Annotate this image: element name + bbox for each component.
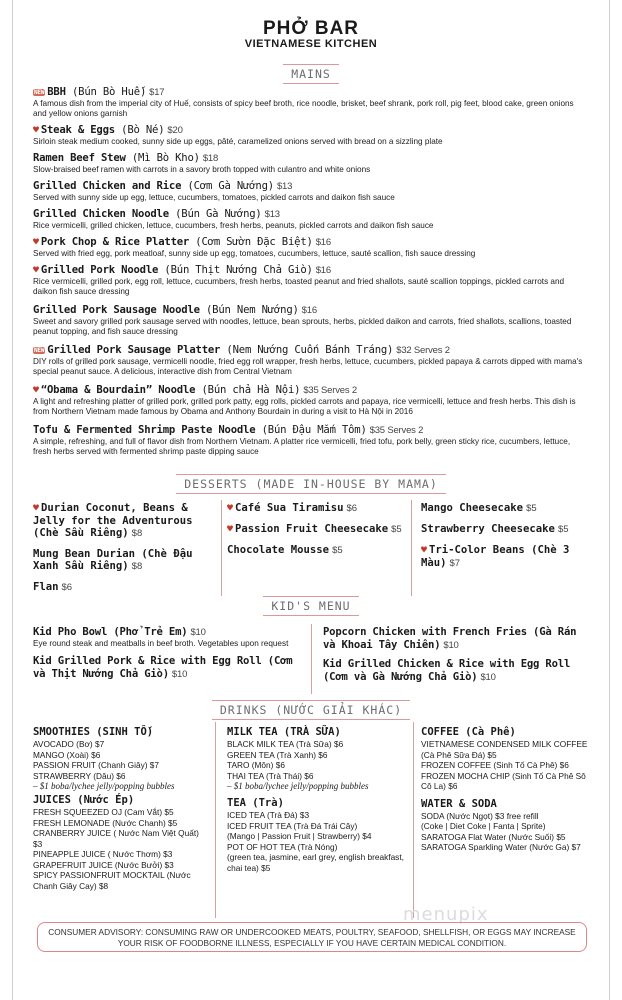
dessert-item <box>33 581 213 594</box>
drink-line: (Mango | Passion Fruit | Strawberry) $4 <box>227 831 372 841</box>
kids-item <box>323 658 593 684</box>
kids-right-column <box>323 626 593 690</box>
heart-icon: ♥ <box>421 545 428 556</box>
item-title: Grilled Pork Sausage Noodle <box>33 304 200 316</box>
dessert-name: Tri-Color Beans (Chè 3 Màu) <box>421 544 570 569</box>
item-name <box>33 180 589 193</box>
dessert-name: Mango Cheesecake <box>421 502 524 514</box>
menu-item <box>33 180 589 203</box>
item-description: Slow-braised beef ramen with carrots in a savory broth topped with culantro and white onions <box>33 165 371 174</box>
milktea-heading: MILK TEA (TRÀ SỮA) <box>227 726 341 738</box>
item-name <box>33 264 589 277</box>
item-name <box>33 236 589 249</box>
item-viet-name: (Bún Nem Nướng) <box>206 304 299 316</box>
item-name <box>33 152 589 165</box>
drinks-heading: DRINKS (NƯỚC GIẢI KHÁC) <box>13 700 609 720</box>
item-name <box>33 208 589 221</box>
item-description: A simple, refreshing, and full of flavor dish from Northern Vietnam. A platter rice vermicelli, fried tofu, pork belly, green sticky rice, cucumbers, lettuce, fresh herbs served with fermented shrimp paste dipping sauce <box>33 437 571 457</box>
dessert-price: $6 <box>346 503 358 514</box>
item-viet-name: (Bún Đậu Mắm Tôm) <box>261 424 367 436</box>
menu-item <box>33 208 589 231</box>
item-name <box>33 344 589 357</box>
dessert-name: Passion Fruit Cheesecake <box>235 523 389 535</box>
drink-line: SARATOGA Sparkling Water (Nước Ga) $7 <box>421 842 581 852</box>
juices-heading: JUICES (Nước Ép) <box>33 794 135 806</box>
dessert-price: $5 <box>332 545 343 556</box>
item-description: Rice vermicelli, grilled pork, egg roll, lettuce, cucumbers, fresh herbs, toasted peanut and fried shallots, sauté scallion toppings, pickled carrots and daikon fish sauce dressing <box>33 277 565 297</box>
kids-item-price: $10 <box>480 672 496 683</box>
drink-line: FROZEN COFFEE (Sinh Tố Cà Phê) $6 <box>421 760 569 770</box>
menu-item <box>33 236 589 259</box>
new-badge-icon: NEW <box>34 346 45 354</box>
item-name <box>33 384 589 397</box>
drink-line: PINEAPPLE JUICE ( Nước Thơm) $3 <box>33 849 173 859</box>
smoothies-list <box>33 739 209 781</box>
heart-icon: ♥ <box>33 503 40 514</box>
dessert-price: $5 <box>557 524 569 535</box>
dessert-price: $5 <box>526 503 537 514</box>
dessert-price: $5 <box>391 524 402 535</box>
drink-line: PASSION FRUIT (Chanh Giây) $7 <box>33 760 160 770</box>
dessert-price: $6 <box>61 582 73 593</box>
item-viet-name: (Bún Gà Nướng) <box>175 208 262 220</box>
item-price: $16 <box>315 265 331 276</box>
water-heading: WATER & SODA <box>421 797 497 810</box>
coffee-list <box>421 739 593 792</box>
drink-line: POT OF HOT TEA (Trà Nóng) <box>227 841 338 852</box>
drink-line: VIETNAMESE CONDENSED MILK COFFEE (Cà Phê Sữa Đá) $5 <box>421 739 588 760</box>
dessert-name: Mung Bean Durian (Chè Đậu Xanh Sầu Riêng) <box>33 548 193 572</box>
heart-icon: ♥ <box>33 237 39 248</box>
drink-line: FRESH SQUEEZED OJ (Cam Vắt) $5 <box>33 807 174 817</box>
item-title: “Obama & Bourdain” Noodle <box>40 384 196 396</box>
tea-list <box>227 810 407 873</box>
dessert-item <box>421 502 593 515</box>
item-description: Served with fried egg, pork meatloaf, sunny side up egg, tomatoes, cucumbers, lettuce, sauté scallion, fish sauce dressing <box>33 249 476 258</box>
dessert-price: $8 <box>131 561 143 572</box>
item-name <box>33 86 589 99</box>
heart-icon: ♥ <box>227 524 234 535</box>
item-price: $17 <box>149 87 165 98</box>
heart-icon: ♥ <box>33 125 39 136</box>
item-price: $35 Serves 2 <box>303 385 357 396</box>
divider <box>221 500 222 596</box>
drinks-column-2 <box>227 726 407 873</box>
dessert-item <box>227 523 407 536</box>
coffee-heading: COFFEE (Cà Phê) <box>421 726 516 738</box>
item-price: $16 <box>301 305 317 316</box>
desserts-column-1 <box>33 502 213 602</box>
milktea-note: – $1 boba/lychee jelly/popping bubbles <box>227 781 369 791</box>
divider <box>411 500 412 596</box>
item-price: $20 <box>167 125 183 136</box>
dessert-name: Durian Coconut, Beans & Jelly for the Adventurous (Chè Sầu Riêng) <box>33 502 193 539</box>
divider <box>215 722 216 918</box>
item-title: BBH <box>47 86 66 98</box>
kids-left-column <box>33 626 305 687</box>
kids-item-title: Kid Grilled Pork & Rice with Egg Roll (Cơm và Thịt Nướng Chả Giò) <box>33 655 293 681</box>
item-name <box>33 124 589 137</box>
menu-item <box>33 264 589 297</box>
heart-icon: ♥ <box>227 503 234 514</box>
item-price: $35 Serves 2 <box>369 425 424 436</box>
item-title: Grilled Chicken Noodle <box>33 208 169 220</box>
dessert-name: Flan <box>33 581 59 593</box>
drink-line: GRAPEFRUIT JUICE (Nước Bưởi) $3 <box>33 859 174 870</box>
milktea-list <box>227 739 407 781</box>
dessert-item <box>227 502 407 515</box>
drink-line: THAI TEA (Trà Thái) $6 <box>227 770 314 781</box>
kids-item-title: Popcorn Chicken with French Fries (Gà Rán và Khoai Tây Chiên) <box>323 626 577 651</box>
dessert-price: $7 <box>449 558 461 569</box>
item-viet-name: (Cơm Sườn Đặc Biệt) <box>195 236 313 248</box>
kids-item <box>323 626 593 652</box>
kids-item-price: $10 <box>171 669 188 681</box>
drink-line: ICED FRUIT TEA (Trà Đá Trái Cây) <box>227 820 358 831</box>
dessert-item <box>421 544 593 570</box>
divider <box>413 722 414 918</box>
item-title: Grilled Chicken and Rice <box>33 180 182 192</box>
item-price: $18 <box>202 153 219 164</box>
desserts-column-3 <box>421 502 593 578</box>
menu-item <box>33 304 589 337</box>
item-price: $32 Serves 2 <box>396 345 450 356</box>
item-viet-name: (Bún chả Hà Nội) <box>201 384 301 396</box>
menu-item <box>33 152 589 175</box>
drink-line: GREEN TEA (Trà Xanh) $6 <box>227 749 328 760</box>
item-title: Ramen Beef Stew <box>33 152 126 164</box>
dessert-name: Café Sua Tiramisu <box>235 502 344 514</box>
drink-line: MANGO (Xoài) $6 <box>33 749 101 760</box>
item-price: $13 <box>276 181 293 192</box>
item-title: Grilled Pork Noodle <box>40 264 159 276</box>
menu-item <box>33 344 589 377</box>
drink-line: SODA (Nước Ngọt) $3 free refill <box>421 810 539 821</box>
item-description: Served with sunny side up egg, lettuce, cucumbers, tomatoes, pickled carrots and daikon fish sauce <box>33 193 395 202</box>
kids-item-description: Eye round steak and meatballs in beef broth. Vegetables upon request <box>33 639 289 648</box>
item-title: Tofu & Fermented Shrimp Paste Noodle <box>33 424 256 436</box>
drink-line: FRESH LEMONADE (Nước Chanh) $5 <box>33 817 178 828</box>
dessert-item <box>33 502 213 540</box>
item-name <box>33 424 589 437</box>
item-viet-name: (Nem Nướng Cuốn Bánh Tráng) <box>226 344 394 356</box>
item-description: Sweet and savory grilled pork sausage served with noodles, lettuce, bean sprouts, herbs, pickled daikon and carrots, fried shallots, scallions, toasted peanut topping, and fish sauce dressing <box>33 317 572 337</box>
item-title: Steak & Eggs <box>40 124 115 136</box>
item-price: $16 <box>315 237 331 248</box>
drink-line: TARO (Môn) $6 <box>227 760 285 770</box>
item-viet-name: (Cơm Gà Nướng) <box>187 180 274 192</box>
drinks-column-1 <box>33 726 209 891</box>
menu-item <box>33 384 589 417</box>
dessert-item <box>421 523 593 536</box>
mains-heading: MAINS <box>13 64 609 84</box>
kids-item-name <box>33 626 305 639</box>
item-price: $13 <box>264 209 280 220</box>
heart-icon: ♥ <box>33 265 39 276</box>
watermark: menupix <box>403 904 489 925</box>
kids-item <box>33 655 305 681</box>
drink-line: AVOCADO (Bơ) $7 <box>33 739 105 749</box>
drink-line: (green tea, jasmine, earl grey, english breakfast, chai tea) $5 <box>227 852 404 873</box>
drinks-column-3 <box>421 726 593 853</box>
new-badge-icon: NEW <box>34 88 45 96</box>
item-description: DIY rolls of grilled pork sausage, vermicelli noodle, fried egg roll wrapper, fresh herbs, lettuce, cucumbers, pickled papaya & carrots dipped with mama's special peanut sauce. A delicious, interactive dish from Central Vietnam <box>33 357 583 377</box>
desserts-column-2 <box>227 502 407 565</box>
item-description: A light and refreshing platter of grilled pork, grilled pork patty, egg rolls, pickled carrots and papaya, rice vermicelli, lettuce and fresh herbs. This dish is from Northern Vietnam made famous by Obama and Anthony Bourdain in during a visit to Hà Nội in 2016 <box>33 397 576 417</box>
juices-list <box>33 807 209 891</box>
divider <box>311 624 312 694</box>
drink-line: (Coke | Diet Coke | Fanta | Sprite) <box>421 821 546 831</box>
drink-line: SPICY PASSIONFRUIT MOCKTAIL (Nước Chanh Giây Cay) $8 <box>33 870 191 891</box>
item-description: Sirloin steak medium cooked, sunny side up eggs, pâté, caramelized onions served with bread on a sizzling plate <box>33 137 443 146</box>
drink-line: STRAWBERRY (Dâu) $6 <box>33 770 126 781</box>
kids-item <box>33 626 305 649</box>
smoothies-heading: SMOOTHIES (SINH TỐ) <box>33 726 154 738</box>
desserts-heading: DESSERTS (MADE IN-HOUSE BY MAMA) <box>13 474 609 494</box>
item-viet-name: (Bún Bò Huế) <box>71 86 147 98</box>
item-name <box>33 304 589 317</box>
dessert-price: $8 <box>131 528 143 539</box>
menu-page <box>12 0 610 1000</box>
kids-item-name <box>33 655 305 681</box>
item-viet-name: (Bún Thịt Nướng Chả Giò) <box>164 264 313 276</box>
item-viet-name: (Mì Bò Kho) <box>131 152 200 164</box>
smoothies-note: – $1 boba/lychee jelly/popping bubbles <box>33 781 175 791</box>
drink-line: FROZEN MOCHA CHIP (Sinh Tố Cà Phê Sô Cô La) $6 <box>421 770 586 791</box>
drink-line: SARATOGA Flat Water (Nước Suối) $5 <box>421 831 566 842</box>
kids-item-price: $10 <box>443 640 459 651</box>
item-description: A famous dish from the imperial city of Huế, consists of spicy beef broth, rice noodle, brisket, beef shrank, pork roll, pig feet, blood cake, green onions and yellow onions garnish <box>33 99 574 119</box>
logo <box>13 20 609 50</box>
drink-line: CRANBERRY JUICE ( Nước Nam Việt Quất) $3 <box>33 828 199 849</box>
dessert-item <box>33 548 213 573</box>
brand-name: PHỞ BAR <box>262 18 360 39</box>
brand-subtitle: VIETNAMESE KITCHEN <box>244 38 378 50</box>
kids-item-title: Kid Grilled Chicken & Rice with Egg Roll (Cơm và Gà Nướng Chả Giò) <box>323 658 571 683</box>
kids-item-title: Kid Pho Bowl (Phở Trẻ Em) <box>33 626 188 638</box>
dessert-name: Chocolate Mousse <box>227 544 330 556</box>
tea-heading: TEA (Trà) <box>227 797 284 809</box>
dessert-name: Strawberry Cheesecake <box>421 523 555 535</box>
item-viet-name: (Bò Né) <box>121 124 165 136</box>
item-description: Rice vermicelli, grilled chicken, lettuce, cucumbers, fresh herbs, peanuts, pickled carrots and daikon fish sauce <box>33 221 434 230</box>
consumer-advisory: CONSUMER ADVISORY: CONSUMING RAW OR UNDERCOOKED MEATS, POULTRY, SEAFOOD, SHELLFISH, OR EGGS MAY INCREASE YOUR RISK OF FOODBORNE ILLNESS, ESPECIALLY IF YOU HAVE CERTAIN MEDICAL CONDITION. <box>37 922 587 952</box>
heart-icon: ♥ <box>33 385 39 396</box>
kids-item-name <box>323 626 593 652</box>
kids-item-price: $10 <box>190 627 206 638</box>
item-title: Grilled Pork Sausage Platter <box>47 344 221 356</box>
menu-item <box>33 424 589 457</box>
dessert-item <box>227 544 407 557</box>
menu-item <box>33 124 589 147</box>
kids-heading: KID'S MENU <box>13 596 609 616</box>
menu-item <box>33 86 589 119</box>
drink-line: BLACK MILK TEA (Trà Sữa) $6 <box>227 739 344 749</box>
item-title: Pork Chop & Rice Platter <box>40 236 190 248</box>
kids-item-name <box>323 658 593 684</box>
water-list <box>421 811 593 853</box>
drink-line: ICED TEA (Trà Đá) $3 <box>227 810 310 820</box>
